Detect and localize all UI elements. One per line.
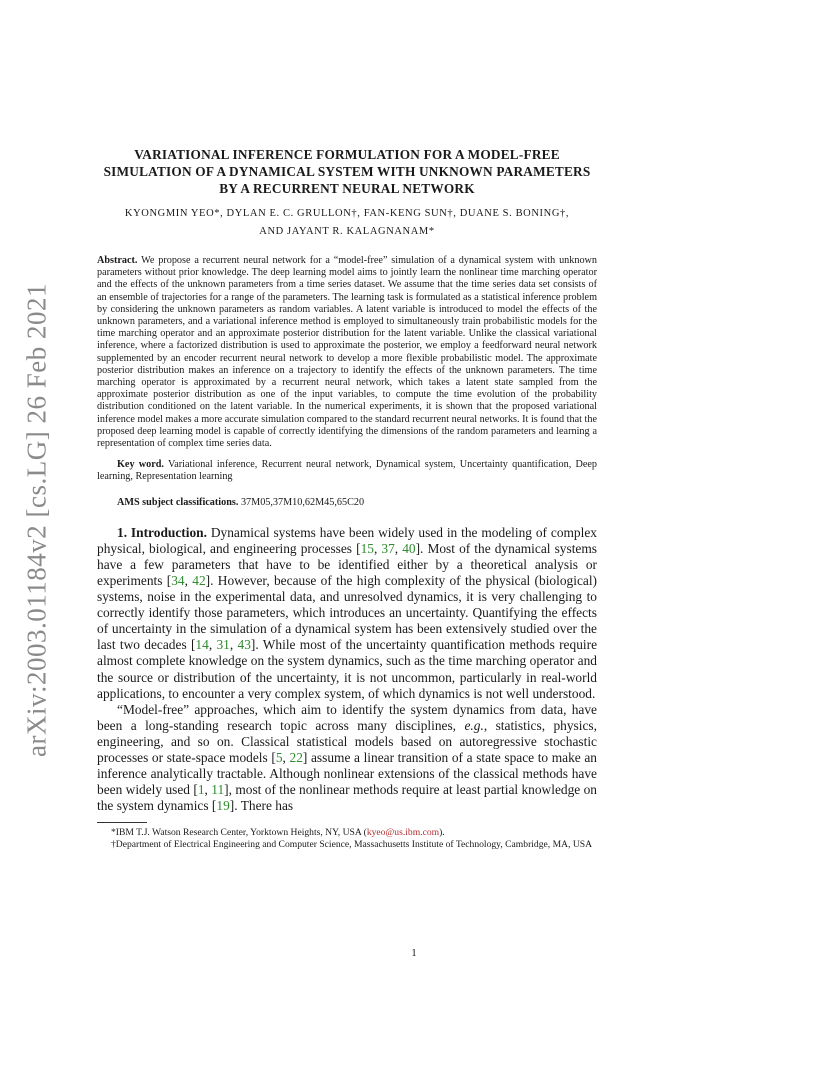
keywords-body: Variational inference, Recurrent neural network, Dynamical system, Uncertainty quantification, Deep learning, Representation learning: [97, 459, 597, 483]
text-run: ], most of the nonlinear methods require at least partial knowledge on the system dynamics [: [97, 782, 597, 814]
keywords: [97, 459, 597, 483]
text-run: , statistics, physics, engineering, and so on. Classical statistical models based on autoregressive stochastic processes or state-space models [: [97, 717, 597, 765]
footnote-1-suffix: ).: [439, 827, 445, 839]
text-run: ,: [229, 637, 238, 653]
citation-link[interactable]: 1: [197, 782, 205, 798]
text-run: ,: [208, 637, 217, 653]
arxiv-sidebar-stamp: [8, 270, 66, 770]
arxiv-id: arXiv:2003.01184v2 [cs.LG] 26 Feb 2021: [21, 283, 52, 757]
text-run: ,: [373, 540, 382, 556]
ams-classifications: [97, 497, 597, 508]
text-run: “Model-free” approaches, which aim to identify the system dynamics from data, have been a long-standing research topic across many disciplines,: [97, 701, 597, 733]
footnote-1-text: *IBM T.J. Watson Research Center, Yorktown Heights, NY, USA (: [111, 827, 367, 839]
intro-paragraph-2: [97, 702, 597, 815]
text-run: ]. However, because of the high complexity of the physical (biological) systems, noise in the experimental data, and unresolved dynamics, it is very challenging to correctly identify those parameters, which introduces an uncertainty. Quantifying the effects of uncertainty in the simulation of a dynamical system has been extensively studied over the last two decades [: [97, 572, 598, 653]
section-heading: 1. Introduction.: [117, 524, 207, 540]
text-run: ,: [282, 749, 290, 765]
ams-codes: 37M05,37M10,62M45,65C20: [240, 496, 365, 508]
footnotes: [97, 827, 597, 851]
citation-link[interactable]: 14: [195, 637, 209, 653]
text-run: ,: [204, 782, 212, 798]
author-list: [97, 205, 597, 241]
text-run: ,: [184, 572, 193, 588]
footnote-2: †Department of Electrical Engineering and Computer Science, Massachusetts Institute of Technology, Cambridge, MA, USA: [111, 839, 593, 851]
page-content: [97, 146, 597, 851]
citation-link[interactable]: 43: [237, 637, 251, 653]
keywords-heading: Key word.: [117, 459, 164, 471]
text-run: ]. While most of the uncertainty quantification methods require almost complete knowledge on the system dynamics, such as the time marching operator and the source or distribution of the uncertainty, it is not uncommon, particularly in real-world applications, to encounter a very complex system, of which dynamics is not well understood.: [97, 637, 598, 701]
intro-paragraph-1: [97, 525, 597, 702]
citation-link[interactable]: 22: [289, 749, 303, 765]
text-run: ,: [394, 540, 403, 556]
introduction-section: [97, 525, 597, 815]
email-link[interactable]: kyeo@us.ibm.com: [366, 827, 440, 839]
citation-link[interactable]: 19: [216, 798, 230, 814]
page-number: 1: [411, 947, 417, 959]
citation-link[interactable]: 11: [211, 782, 225, 798]
text-run: ]. There has: [229, 798, 294, 814]
text-run: ]. Most of the dynamical systems have a few parameters that have to be identified either by a theoretical analysis or experiments [: [97, 540, 597, 588]
authors-line-1: KYONGMIN YEO*, DYLAN E. C. GRULLON†, FAN-KENG SUN†, DUANE S. BONING†,: [124, 208, 570, 219]
italic-text: e.g.: [464, 717, 484, 733]
intro-paragraph-1-body: [97, 525, 597, 701]
citation-link[interactable]: 42: [192, 572, 206, 588]
citation-link[interactable]: 34: [171, 572, 185, 588]
citation-link[interactable]: 5: [275, 749, 283, 765]
citation-link[interactable]: 31: [216, 637, 230, 653]
abstract-body: We propose a recurrent neural network for a “model-free” simulation of a dynamical system with unknown parameters without prior knowledge. The deep learning model aims to jointly learn the nonlinear time marching operator and the effects of the unknown parameters from a time series dataset. We assume that the time series data set consists of an ensemble of trajectories for a range of the parameters. The learning task is formulated as a statistical inference problem by considering the unknown parameters as random variables. A latent variable is introduced to model the effects of the unknown parameters, and a variational inference method is employed to simultaneously train probabilistic models for the time marching operator and an approximate posterior distribution for the latent variable. Unlike the classical variational inference, where a factorized distribution is used to approximate the posterior, we employ a feedforward neural network supplemented by an encoder recurrent neural network to develop a more flexible probabilistic model. The approximate posterior distribution makes an inference on a trajectory to identify the effects of the unknown parameters. The time marching operator is approximated by a recurrent neural network, which takes a latent state sampled from the approximate posterior distribution as one of the input variables, to compute the time evolution of the probability distribution conditioned on the latent variable. In the numerical experiments, it is shown that the proposed variational inference model makes a more accurate simulation compared to the standard recurrent neural networks. It is found that the proposed deep learning model is capable of correctly identifying the dimensions of the random parameters and learning a representation of complex time series data.: [97, 255, 597, 450]
abstract-heading: Abstract.: [97, 255, 138, 266]
paper-title: VARIATIONAL INFERENCE FORMULATION FOR A MODEL-FREE SIMULATION OF A DYNAMICAL SYSTEM WITH UNKNOWN PARAMETERS BY A RECURRENT NEURAL NETWORK: [103, 147, 591, 196]
ams-heading: AMS subject classifications.: [117, 496, 239, 508]
authors-line-2: AND JAYANT R. KALAGNANAM*: [259, 226, 435, 237]
footnote-1: [97, 827, 597, 839]
citation-link[interactable]: 37: [381, 540, 395, 556]
text-run: Dynamical systems have been widely used in the modeling of complex physical, biological, and engineering processes [: [97, 524, 597, 556]
text-run: ] assume a linear transition of a state space to make an inference analytically tractable. Although nonlinear extensions of the classical methods have been widely used [: [97, 749, 598, 798]
footnote-rule: [97, 822, 147, 823]
abstract: [97, 255, 597, 450]
citation-link[interactable]: 15: [360, 540, 374, 556]
citation-link[interactable]: 40: [402, 540, 416, 556]
